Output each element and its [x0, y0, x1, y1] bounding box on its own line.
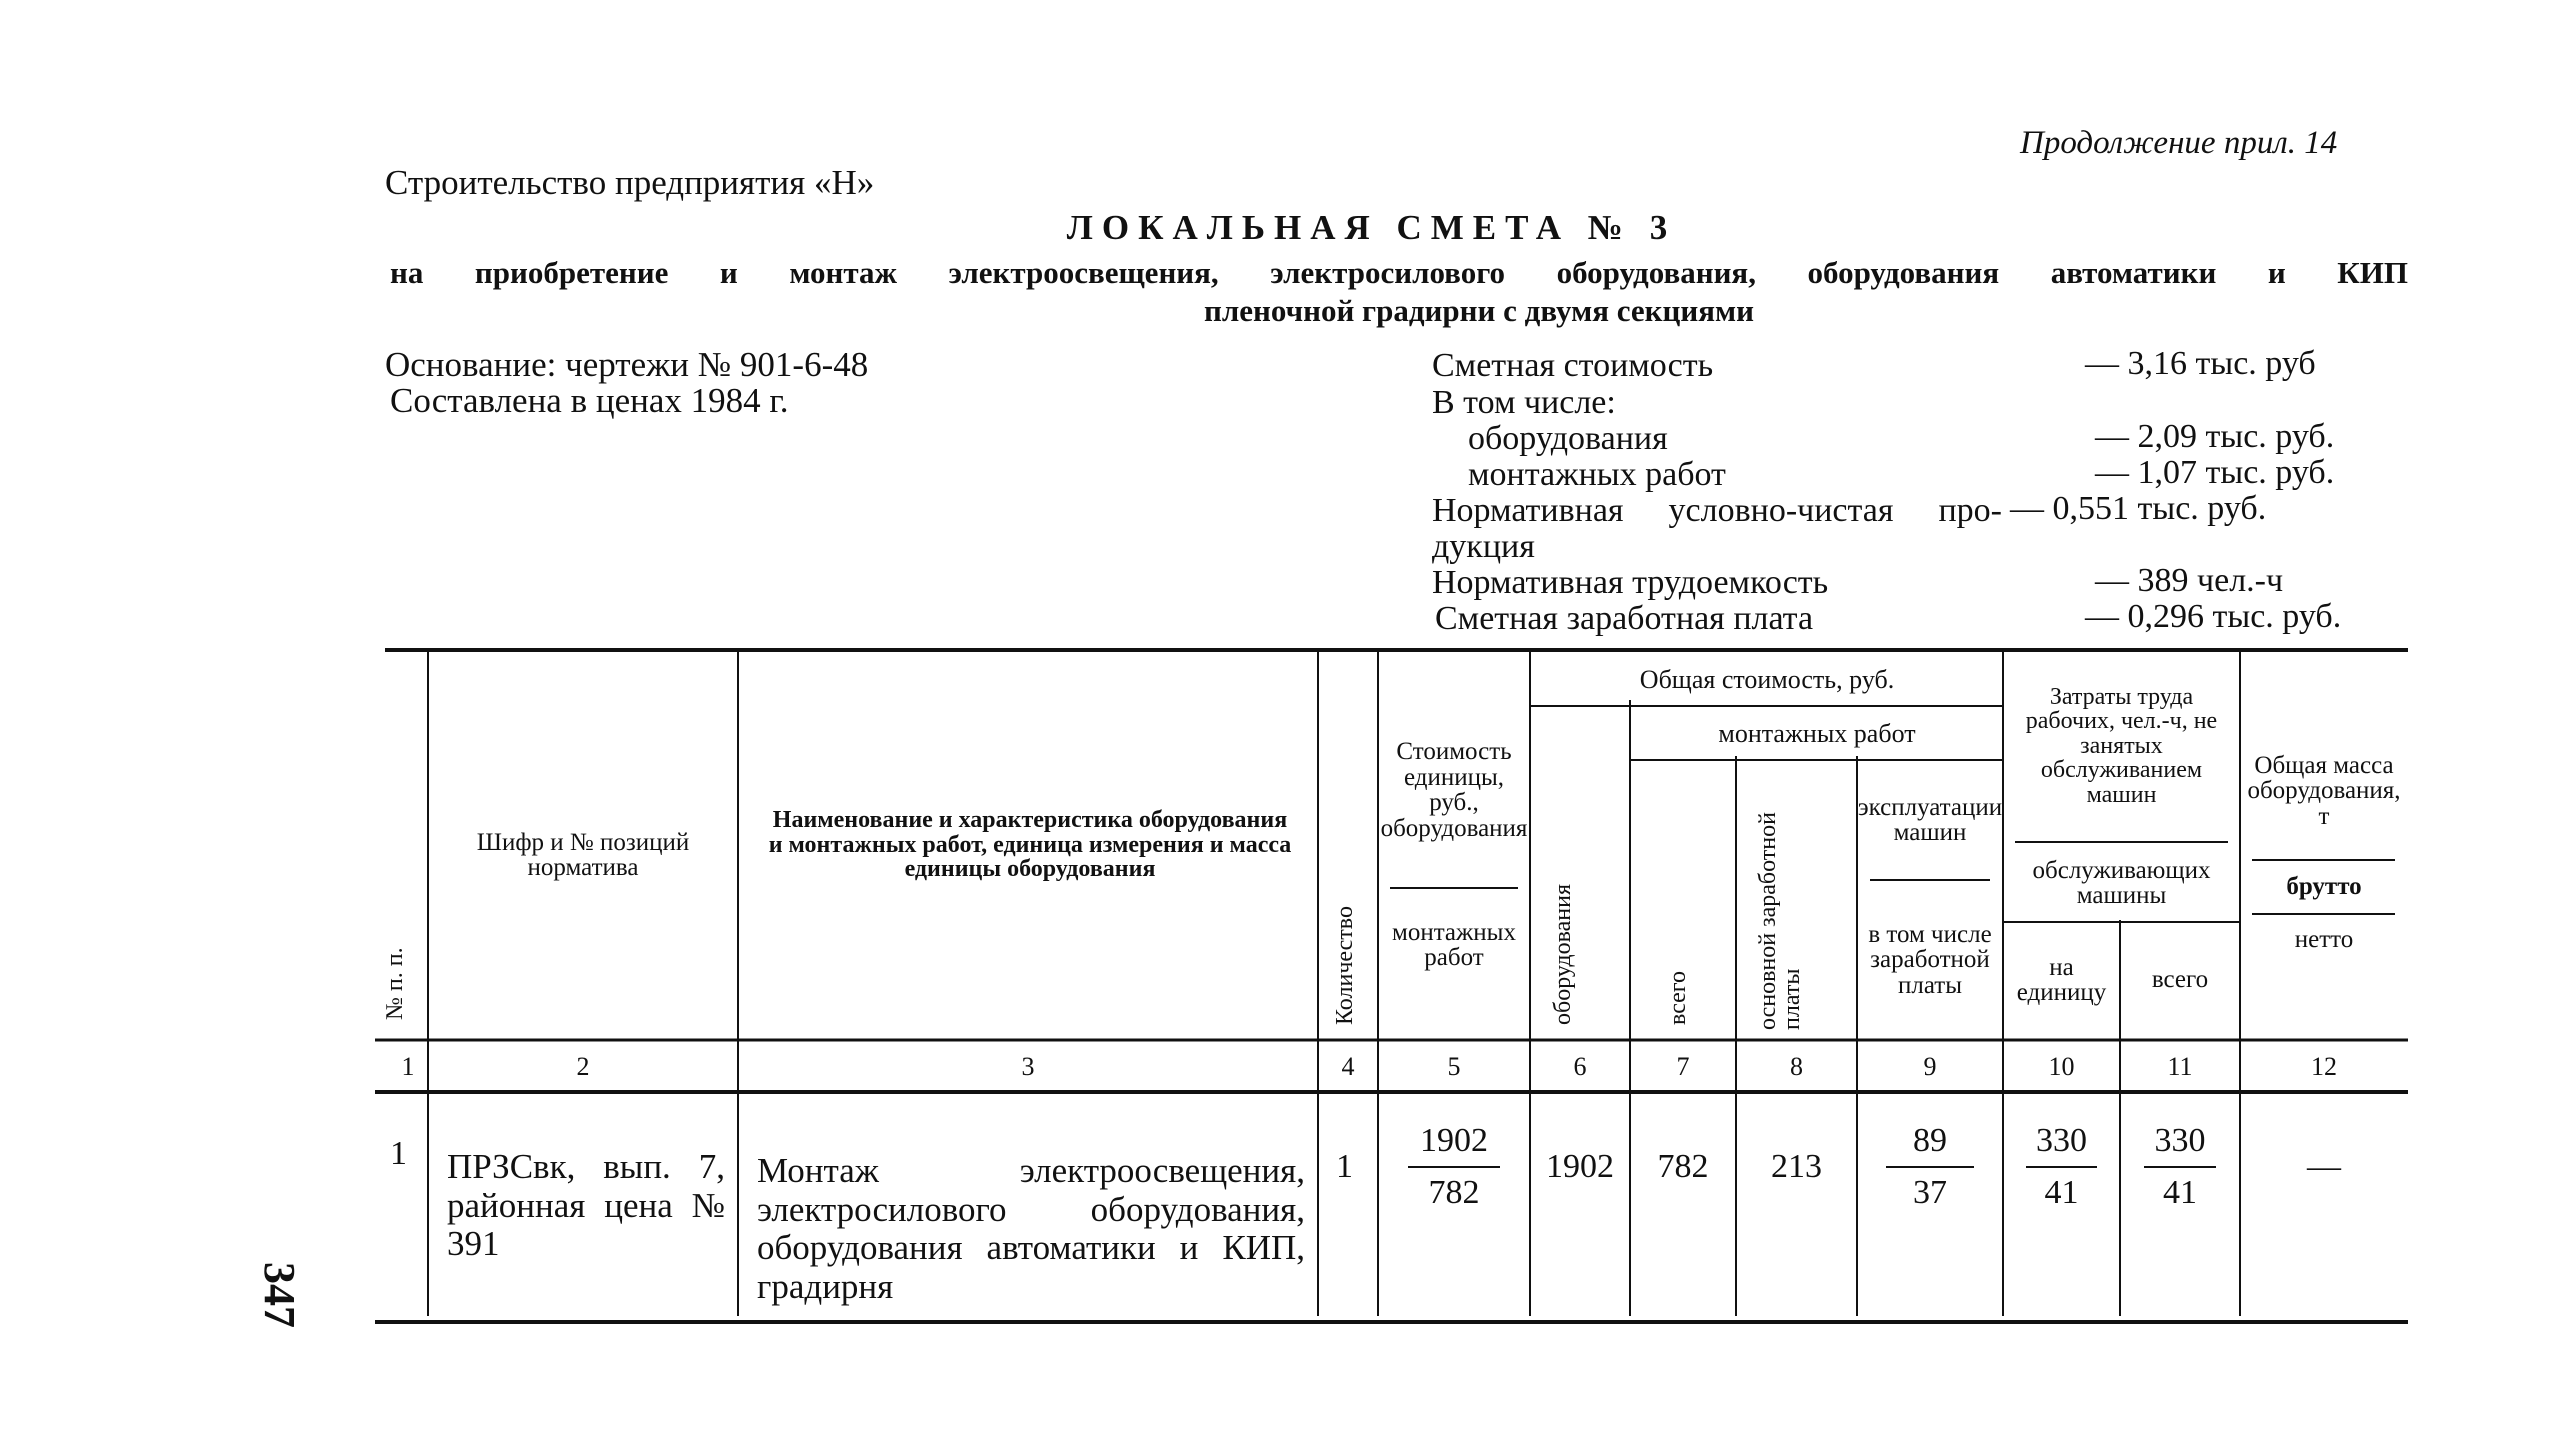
header-total-cost: Общая стоимость, руб.: [1639, 664, 1895, 694]
colnum-12: 12: [2311, 1052, 2337, 1081]
header-machine-service: обслуживающих машины: [2032, 856, 2211, 909]
header-col9-top: эксплуатации машин: [1857, 793, 2003, 846]
page-number: 347: [255, 1262, 304, 1328]
row-no: 1: [390, 1135, 407, 1172]
summary-equipment-label: оборудования: [1468, 420, 1668, 457]
colnum-10: 10: [2048, 1052, 2075, 1081]
header-installation-group: монтажных работ: [1718, 718, 1916, 748]
continuation-note: Продолжение прил. 14: [2020, 125, 2338, 161]
row-labor-total: [2122, 1122, 2238, 1212]
row-code: ПРЗСвк, вып. 7, районная цена № 391: [447, 1147, 725, 1263]
basis-drawings: Основание: чертежи № 901-6-48: [385, 345, 869, 384]
header-col7: всего: [1665, 970, 1691, 1025]
colnum-1: 1: [401, 1052, 415, 1081]
summary-installation-label: монтажных работ: [1468, 456, 1726, 493]
construction-site: Строительство предприятия «Н»: [385, 163, 875, 202]
fraction-line: [2144, 1166, 2216, 1168]
header-labor-group: Затраты труда рабочих, чел.-ч, не занятых обслуживанием машин: [2025, 683, 2218, 808]
summary-installation-value: — 1,07 тыс. руб.: [2095, 454, 2335, 491]
summary-net-output-label-cont: дукция: [1432, 528, 1535, 565]
summary-labor-label: Нормативная трудоемкость: [1432, 564, 1829, 601]
labor-unit-top: 330: [2036, 1122, 2087, 1159]
unit-cost-equipment: 1902: [1420, 1122, 1488, 1159]
colnum-6: 6: [1573, 1052, 1587, 1081]
header-col12-top: Общая масса оборудования, т: [2247, 751, 2401, 830]
colnum-9: 9: [1923, 1052, 1937, 1081]
row-machine: [1859, 1122, 2001, 1212]
header-col6: оборудования: [1550, 884, 1576, 1025]
row-unit-cost: [1380, 1122, 1528, 1212]
header-col4: Количество: [1332, 906, 1358, 1025]
colnum-3: 3: [1021, 1052, 1035, 1081]
header-col11: всего: [2151, 966, 2209, 994]
unit-cost-installation: 782: [1428, 1174, 1480, 1211]
summary-labor-value: — 389 чел.-ч: [2095, 562, 2284, 599]
subtitle-line-1: на приобретение и монтаж электроосвещения, электросилового оборудования, оборудования автоматики и КИП: [390, 255, 2408, 290]
subtitle-line-2: пленочной градирни с двумя секциями: [1204, 293, 1754, 328]
row-qty: 1: [1336, 1148, 1353, 1185]
fraction-line: [2026, 1166, 2096, 1168]
labor-total-bottom: 41: [2163, 1174, 2197, 1211]
labor-total-top: 330: [2154, 1122, 2206, 1159]
row-labor-unit: [2005, 1122, 2118, 1212]
document-title: ЛОКАЛЬНАЯ СМЕТА № 3: [1066, 208, 1677, 247]
header-col5-top: Стоимость единицы, руб., оборудования: [1380, 738, 1528, 842]
colnum-7: 7: [1676, 1052, 1690, 1081]
header-col3: Наименование и характеристика оборудования и монтажных работ, единица измерения и масса единицы оборудования: [768, 807, 1292, 883]
summary-estimated-cost-label: Сметная стоимость: [1432, 347, 1714, 384]
header-col5-bottom: монтажных работ: [1392, 918, 1516, 971]
header-col10: на единицу: [2016, 953, 2107, 1006]
colnum-2: 2: [576, 1052, 590, 1081]
labor-unit-bottom: 41: [2044, 1174, 2079, 1211]
header-col12-bottom: нетто: [2294, 926, 2354, 954]
fraction-line: [1408, 1166, 1500, 1168]
row-name: Монтаж электроосвещения, электросилового оборудования, оборудования автоматики и КИП, градирня: [757, 1151, 1305, 1306]
colnum-8: 8: [1790, 1052, 1803, 1081]
machine-operation: 89: [1913, 1122, 1947, 1159]
colnum-5: 5: [1447, 1052, 1461, 1081]
header-col2: Шифр и № позиций норматива: [476, 828, 690, 881]
header-col12-mid: брутто: [2286, 873, 2362, 901]
row-total-equipment: 1902: [1546, 1148, 1614, 1185]
row-mass: —: [2307, 1148, 2341, 1185]
row-base-wage: 213: [1771, 1148, 1822, 1185]
machine-wage: 37: [1913, 1174, 1947, 1211]
row-total-installation: 782: [1657, 1148, 1709, 1185]
header-col1: № п. п.: [382, 947, 408, 1020]
fraction-line: [1886, 1166, 1974, 1168]
summary-net-output-value: — 0,551 тыс. руб.: [2010, 490, 2267, 527]
summary-including-label: В том числе:: [1432, 384, 1616, 421]
summary-wage-label: Сметная заработная плата: [1435, 600, 1814, 637]
summary-net-output-label: Нормативная условно-чистая про-: [1432, 492, 2002, 529]
header-col8: основной заработной платы: [1755, 812, 1805, 1030]
summary-estimated-cost-value: — 3,16 тыс. руб: [2085, 345, 2316, 382]
basis-prices: Составлена в ценах 1984 г.: [390, 381, 789, 420]
colnum-4: 4: [1341, 1052, 1355, 1081]
summary-equipment-value: — 2,09 тыс. руб.: [2095, 418, 2335, 455]
summary-wage-value: — 0,296 тыс. руб.: [2085, 598, 2342, 635]
header-col9-bottom: в том числе заработной платы: [1868, 920, 1992, 999]
colnum-11: 11: [2167, 1052, 2193, 1081]
